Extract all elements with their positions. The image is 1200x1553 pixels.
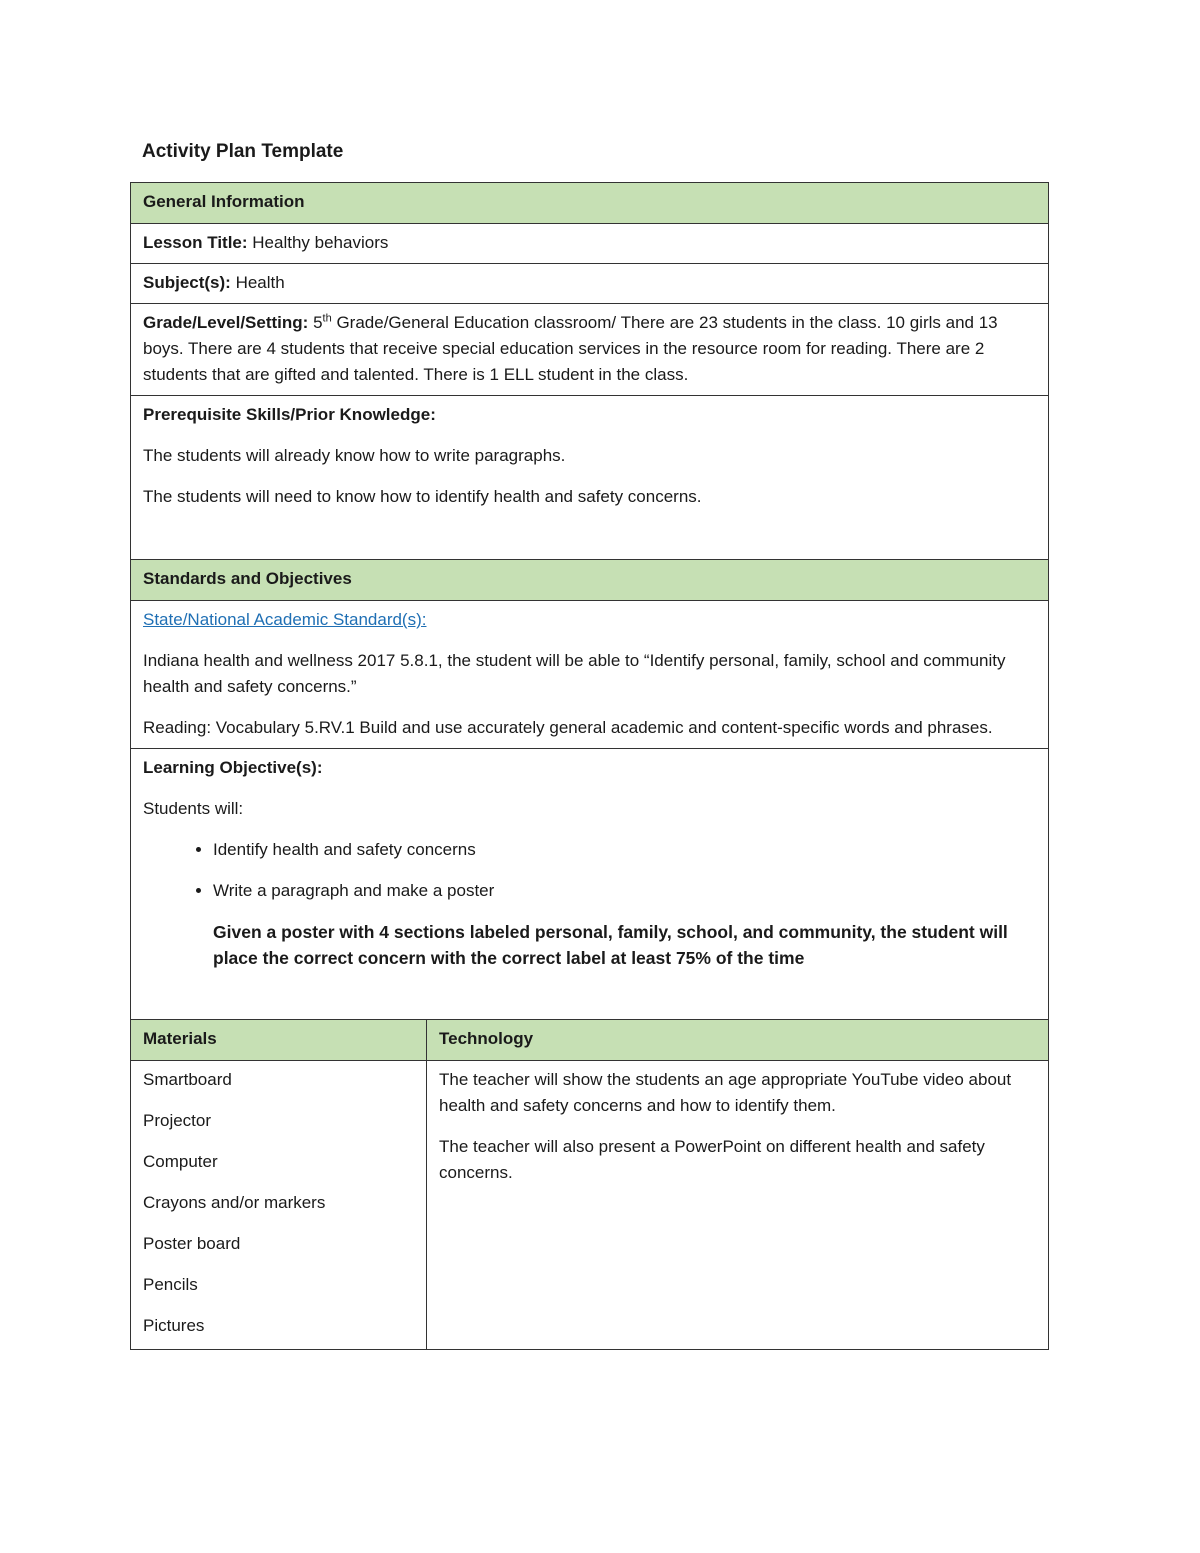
lesson-title-label: Lesson Title:: [143, 233, 248, 252]
learning-objectives-label: Learning Objective(s):: [143, 758, 323, 777]
activity-plan-table: [130, 182, 1049, 1350]
academic-standards-row: [131, 601, 1049, 749]
objective-bullet: • Write a paragraph and make a poster: [213, 878, 1036, 904]
objective-bullet: • Identify health and safety concerns: [213, 837, 1036, 863]
lesson-title-value: Healthy behaviors: [252, 233, 389, 252]
technology-heading: Technology: [427, 1020, 1049, 1061]
grade-number: 5: [313, 313, 323, 332]
academic-standard-item: Reading: Vocabulary 5.RV.1 Build and use accurately general academic and content-specific words and phrases.: [143, 718, 993, 737]
material-item: Poster board: [143, 1234, 241, 1253]
technology-item: The teacher will also present a PowerPoint on different health and safety concerns.: [439, 1137, 985, 1182]
prerequisite-skills-label: Prerequisite Skills/Prior Knowledge:: [143, 405, 436, 424]
grade-superscript: th: [322, 312, 332, 325]
material-item: Pencils: [143, 1275, 198, 1294]
material-item: Pictures: [143, 1316, 205, 1335]
objective-criteria-note: Given a poster with 4 sections labeled personal, family, school, and community, the student will place the correct concern with the correct label at least 75% of the time: [213, 922, 1008, 968]
materials-cell: [131, 1061, 427, 1350]
prerequisite-item: The students will need to know how to identify health and safety concerns.: [143, 487, 702, 506]
learning-objectives-intro: Students will:: [143, 799, 244, 818]
subject-row: [131, 264, 1049, 304]
material-item: Computer: [143, 1152, 218, 1171]
materials-heading: Materials: [131, 1020, 427, 1061]
grade-level-setting-label: Grade/Level/Setting:: [143, 313, 309, 332]
lesson-title-row: [131, 224, 1049, 264]
academic-standards-link-text[interactable]: State/National Academic Standard(s):: [143, 610, 427, 629]
grade-level-setting-value: Grade/General Education classroom/ There are 23 students in the class. 10 girls and 13 boys. There are 4 students that receive special education services in the resource room for reading. There are 2 students that are gifted and talented. There is 1 ELL student in the class.: [143, 313, 998, 384]
academic-standard-item: Indiana health and wellness 2017 5.8.1, the student will be able to “Identify personal, family, school and community health and safety concerns.”: [143, 651, 1006, 696]
subject-label: Subject(s):: [143, 273, 231, 292]
prerequisite-item: The students will already know how to write paragraphs.: [143, 446, 566, 465]
material-item: Smartboard: [143, 1070, 232, 1089]
academic-standards-link[interactable]: [143, 607, 1036, 633]
learning-objectives-row: [131, 749, 1049, 1020]
subject-value: Health: [235, 273, 285, 292]
standards-objectives-heading: Standards and Objectives: [131, 560, 1049, 601]
grade-level-setting-row: [131, 304, 1049, 396]
document-title: Activity Plan Template: [142, 141, 344, 162]
prerequisite-skills-row: [131, 396, 1049, 560]
technology-item: The teacher will show the students an age appropriate YouTube video about health and safety concerns and how to identify them.: [439, 1070, 1012, 1115]
material-item: Crayons and/or markers: [143, 1193, 326, 1212]
technology-cell: [427, 1061, 1049, 1350]
general-information-heading: General Information: [131, 183, 1049, 224]
material-item: Projector: [143, 1111, 212, 1130]
objective-list: [143, 837, 1036, 904]
